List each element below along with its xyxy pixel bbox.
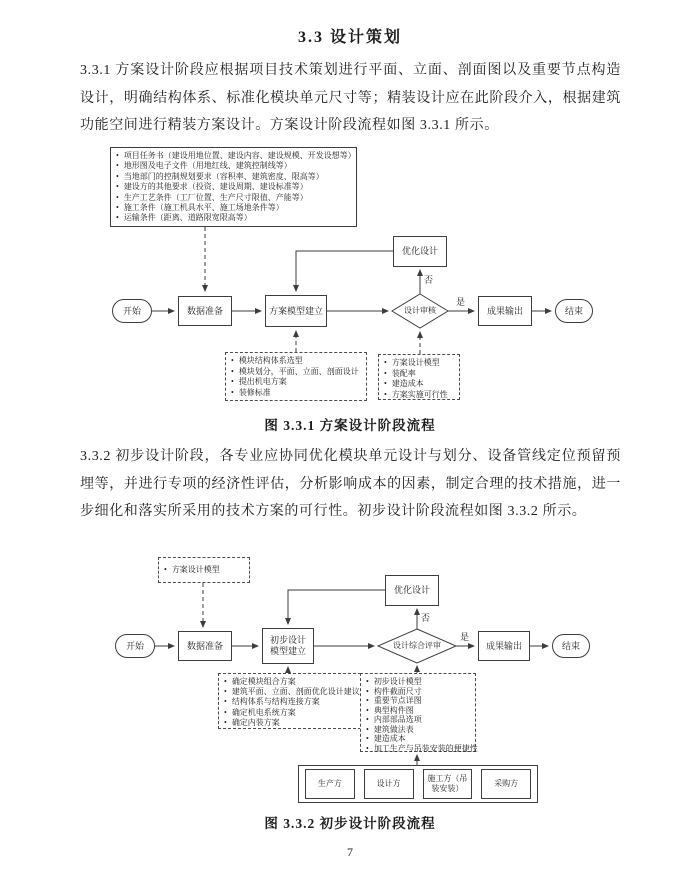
flow1-inputs-box [110,147,357,227]
flow2-model-tasks-box [218,673,366,729]
flow2-scheme-model-box [158,557,250,583]
flow2-review-criterion: • 内部部品选项 [366,715,470,725]
flow2-model-build-node: 初步设计 模型建立 [262,628,314,664]
flow1-output-node: 成果输出 [478,296,532,326]
flow1-model-task: • 装修标准 [231,388,361,399]
flow1-yes-label: 是 [456,297,466,307]
flow1-data-prep-node: 数据准备 [178,296,232,326]
flow1-model-tasks-box [225,352,367,401]
flow2-review-criterion: • 建造成本 [366,734,470,744]
flow1-model-task: • 提出机电方案 [231,377,361,388]
flow2-party-construction: 施工方（吊装安装） [423,769,473,799]
flow1-review-criterion: • 建造成本 [384,379,454,390]
flow2-party-production: 生产方 [305,769,355,799]
flowchart-preliminary-design [0,550,700,812]
flow2-end-node: 结束 [552,634,590,658]
flow1-input-item: • 施工条件（施工机具水平、施工场地条件等） [116,203,351,213]
flow1-input-item: • 建设方的其他要求（投资、建设周期、建设标准等） [116,182,351,192]
flow1-input-item: • 运输条件（距离、道路限宽限高等） [116,213,351,223]
flow1-review-criterion: • 装配率 [384,369,454,380]
figure-caption-332: 图 3.3.2 初步设计阶段流程 [264,816,436,831]
flow1-review-diamond: 设计审核 [404,306,436,316]
flow2-review-criterion: • 加工生产与吊装安装的便捷性 [366,744,470,754]
flow1-review-criteria-box [378,354,460,400]
page-number: 7 [347,845,353,859]
flow1-input-item: • 项目任务书（建设用地位置、建设内容、建设规模、开发设想等） [116,151,351,161]
flow2-model-task: • 确定内装方案 [224,718,360,728]
flow2-data-prep-node: 数据准备 [178,631,232,661]
flow2-review-criterion: • 初步设计模型 [366,677,470,687]
flow2-no-label: 否 [421,613,431,623]
flow2-model-task: • 确定模块组合方案 [224,677,360,687]
paragraph-3-3-1: 3.3.1 方案设计阶段应根据项目技术策划进行平面、立面、剖面图以及重要节点构造设计，明确结构体系、标准化模块单元尺寸等；精装设计应在此阶段介入，根据建筑功能空间进行精装方案设计。方案设计阶段流程如图 3.3.1 所示。 [80,63,621,133]
flow2-review-criterion: • 建筑做法表 [366,725,470,735]
figure-caption-331: 图 3.3.1 方案设计阶段流程 [264,418,436,433]
flow2-optimize-node: 优化设计 [385,575,439,606]
flow2-party-procurement: 采购方 [481,769,531,799]
flow1-end-node: 结束 [555,299,593,323]
flow1-no-label: 否 [424,275,434,285]
flow1-model-build-node: 方案模型建立 [265,295,327,327]
paragraph-3-3-2: 3.3.2 初步设计阶段，各专业应协同优化模块单元设计与划分、设备管线定位预留预埋等，并进行专项的经济性评估，分析影响成本的因素，制定合理的技术措施，进一步细化和落实所采用的技术方案的可行性。初步设计阶段流程如图 3.3.2 所示。 [80,449,621,519]
flow1-review-criterion: • 方案设计模型 [384,358,454,369]
flow2-model-task: • 确定机电系统方案 [224,708,360,718]
flow2-parties-container [298,765,538,803]
flow1-input-item: • 当地部门的控制规划要求（容积率、建筑密度、限高等） [116,172,351,182]
flow2-yes-label: 是 [460,632,470,642]
flow1-review-criterion: • 方案实施可行性 [384,390,454,401]
flow2-review-criterion: • 典型构件图 [366,706,470,716]
flow2-model-task: • 结构体系与结构连接方案 [224,697,360,707]
flow2-output-node: 成果输出 [478,631,530,661]
flow2-scheme-item: • 方案设计模型 [164,565,220,575]
flowchart-scheme-design [0,145,700,415]
flow2-start-node: 开始 [115,634,155,658]
section-heading: 3.3 设计策划 [297,29,402,46]
flow1-input-item: • 地形图及电子文件（用地红线、建筑控制线等） [116,161,351,171]
flow2-review-criterion: • 重要节点详图 [366,696,470,706]
flow1-input-item: • 生产工艺条件（工厂位置、生产尺寸限值、产能等） [116,193,351,203]
flow2-model-task: • 建筑平面、立面、剖面优化设计建议 [224,687,360,697]
flow1-start-node: 开始 [112,299,152,323]
flow1-model-task: • 模块结构体系选型 [231,356,361,367]
flow2-review-diamond: 设计综合评审 [393,641,441,651]
flow2-party-design: 设计方 [364,769,414,799]
flow2-review-criteria-box [360,673,476,752]
flow2-review-criterion: • 构件截面尺寸 [366,687,470,697]
flow1-optimize-node: 优化设计 [393,236,447,267]
flow1-model-task: • 模块划分，平面、立面、剖面设计 [231,367,361,378]
